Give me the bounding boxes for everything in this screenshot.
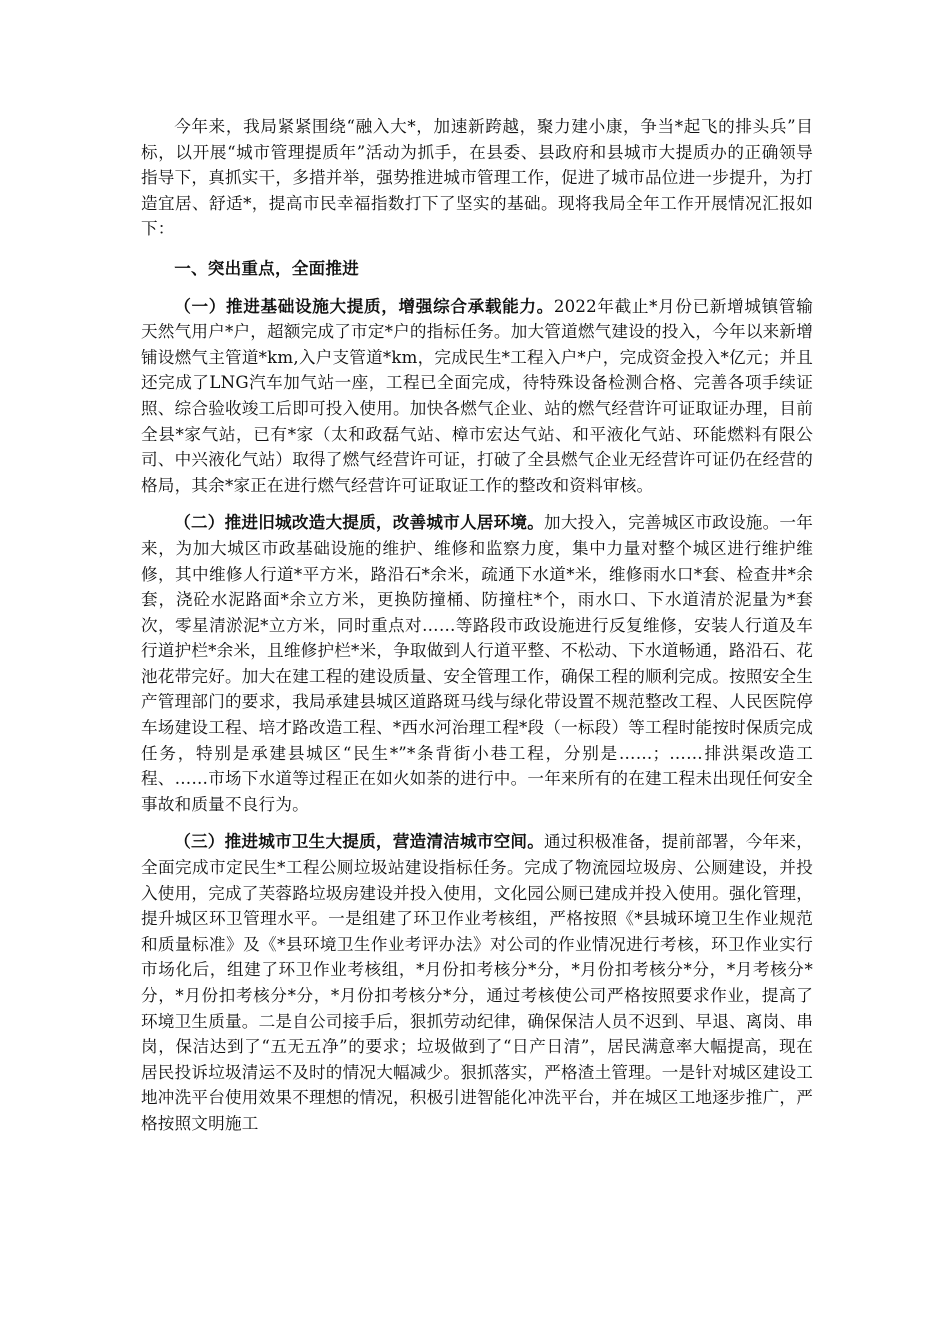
paragraph-lead: （一）推进基础设施大提质，增强综合承载能力。 — [174, 295, 554, 316]
paragraph-infrastructure — [141, 294, 813, 499]
paragraph-sanitation — [141, 829, 813, 1136]
paragraph-lead: （三）推进城市卫生大提质，营造清洁城市空间。 — [174, 831, 545, 852]
section-heading: 一、突出重点，全面推进 — [174, 257, 359, 278]
paragraph-old-city — [141, 510, 813, 817]
intro-paragraph: 今年来，我局紧紧围绕“融入大*，加速新跨越，聚力建小康，争当*起飞的排头兵”目标，以开展“城市管理提质年”活动为抓手，在县委、县政府和县城市大提质办的正确领导指导下，真抓实干，多措并举，强势推进城市管理工作，促进了城市品位进一步提升，为打造宜居、舒适*，提高市民幸福指数打下了坚实的基础。现将我局全年工作开展情况汇报如下： — [141, 117, 813, 239]
paragraph-body: 加大投入，完善城区市政设施。一年来，为加大城区市政基础设施的维护、维修和监察力度，集中力量对整个城区进行维护维修，其中维修人行道*平方米，路沿石*余米，疏通下水道*米，维修雨水口*套、检查井*余套，浇砼水泥路面*余立方米，更换防撞桶、防撞柱*个，雨水口、下水道清於泥量为*套次，零星清淤泥*立方米，同时重点对……等路段市政设施进行反复维修，安装人行道及车行道护栏*余米，且维修护栏*米，争取做到人行道平整、不松动、下水道畅通，路沿石、花池花带完好。加大在建工程的建设质量、安全管理工作，确保工程的顺利完成。按照安全生产管理部门的要求，我局承建县城区道路斑马线与绿化带设置不规范整改工程、人民医院停车场建设工程、培才路改造工程、*西水河治理工程*段（一标段）等工程时能按时保质完成任务，特别是承建县城区“民生*”*条背街小巷工程，分别是……；……排洪渠改造工程、……市场下水道等过程正在如火如荼的进行中。一年来所有的在建工程未出现任何安全事故和质量不良行为。 — [141, 513, 813, 814]
paragraph-body: 通过积极准备，提前部署，今年来，全面完成市定民生*工程公厕垃圾站建设指标任务。完成了物流园垃圾房、公厕建设，并投入使用，完成了芙蓉路垃圾房建设并投入使用，文化园公厕已建成并投入使用。强化管理，提升城区环卫管理水平。一是组建了环卫作业考核组，严格按照《*县城环境卫生作业规范和质量标准》及《*县环境卫生作业考评办法》对公司的作业情况进行考核，环卫作业实行市场化后，组建了环卫作业考核组，*月份扣考核分*分，*月份扣考核分*分，*月考核分*分，*月份扣考核分*分，*月份扣考核分*分，通过考核使公司严格按照要求作业，提高了环境卫生质量。二是自公司接手后，狠抓劳动纪律，确保保洁人员不迟到、早退、离岗、串岗，保洁达到了“五无五净”的要求；垃圾做到了“日产日清”，居民满意率大幅提高，现在居民投诉垃圾清运不及时的情况大幅减少。狠抓落实，严格渣土管理。一是针对城区建设工地冲洗平台使用效果不理想的情况，积极引进智能化冲洗平台，并在城区工地逐步推广，严格按照文明施工 — [141, 832, 813, 1133]
paragraph-body: 2022年截止*月份已新增城镇管输天然气用户*户，超额完成了市定*户的指标任务。加大管道燃气建设的投入，今年以来新增铺设燃气主管道*km,入户支管道*km，完成民生*工程入户*户，完成资金投入*亿元；并且还完成了LNG汽车加气站一座，工程已全面完成，待特殊设备检测合格、完善各项手续证照、综合验收竣工后即可投入使用。加快各燃气企业、站的燃气经营许可证取证办理，目前全县*家气站，已有*家（太和政磊气站、樟市宏达气站、和平液化气站、环能燃料有限公司、中兴液化气站）取得了燃气经营许可证，打破了全县燃气企业无经营许可证仍在经营的格局，其余*家正在进行燃气经营许可证取证工作的整改和资料审核。 — [141, 296, 813, 495]
paragraph-lead: （二）推进旧城改造大提质，改善城市人居环境。 — [174, 512, 545, 533]
document-page — [141, 114, 813, 1137]
